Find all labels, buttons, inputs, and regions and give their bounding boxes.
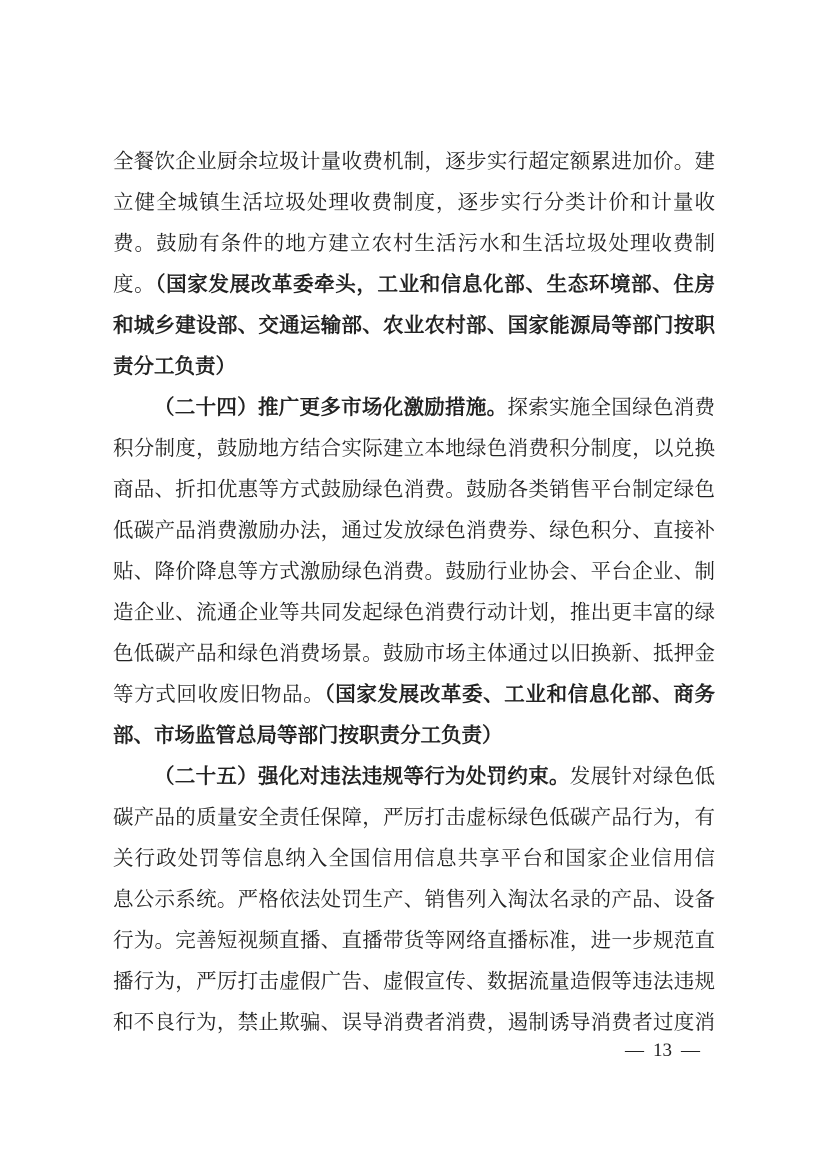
body-text: 色低碳产品和绿色消费场景。鼓励市场主体通过以旧换新、抵押金 [113,643,715,665]
body-text: 碳产品的质量安全责任保障，严厉打击虚标绿色低碳产品行为，有 [113,807,715,829]
page-number [625,1040,700,1062]
section-heading-25: （二十五）强化对违法违规等行为处罚约束。 [154,766,570,788]
text-line [113,921,715,962]
body-text: 行为。完善短视频直播、直播带货等网络直播标准，进一步规范直 [113,930,715,952]
body-text: 息公示系统。严格依法处罚生产、销售列入淘汰名录的产品、设备 [113,889,715,911]
text-line [113,798,715,839]
text-line [113,716,715,757]
text-line [113,429,715,470]
text-line [113,675,715,716]
body-text: 立健全城镇生活垃圾处理收费制度，逐步实行分类计价和计量收 [113,192,715,214]
text-line [113,634,715,675]
paragraph-section-25 [113,757,715,1044]
body-text: 播行为，严厉打击虚假广告、虚假宣传、数据流量造假等违法违规 [113,971,715,993]
footer-page-number: 13 [653,1040,672,1061]
text-line [113,962,715,1003]
body-text: 费。鼓励有条件的地方建立农村生活污水和生活垃圾处理收费制 [113,233,715,255]
text-line [113,511,715,552]
body-text: 等方式回收废旧物品。 [113,684,325,706]
paragraph-section-24 [113,388,715,757]
footer-left-dash: — [625,1040,644,1061]
department-assignment-text: 和城乡建设部、交通运输部、农业农村部、国家能源局等部门按职 [113,315,715,337]
body-text: 度。 [113,274,156,296]
text-line [113,839,715,880]
footer-right-dash: — [681,1040,700,1061]
body-text: 探索实施全国绿色消费 [507,397,715,419]
body-text: 发展针对绿色低 [569,766,715,788]
text-line [113,306,715,347]
paragraph-continuation [113,142,715,388]
body-text: 低碳产品消费激励办法，通过发放绿色消费券、绿色积分、直接补 [113,520,715,542]
body-text: 造企业、流通企业等共同发起绿色消费行动计划，推出更丰富的绿 [113,602,715,624]
text-line [113,224,715,265]
department-assignment-text: 部、市场监管总局等部门按职责分工负责） [113,725,503,747]
text-line [113,388,715,429]
text-line [113,593,715,634]
text-line [113,1003,715,1044]
body-text: 积分制度，鼓励地方结合实际建立本地绿色消费积分制度，以兑换 [113,438,715,460]
department-assignment-text: （国家发展改革委、工业和信息化部、商务 [324,684,715,706]
text-line [113,265,715,306]
body-text: 商品、折扣优惠等方式鼓励绿色消费。鼓励各类销售平台制定绿色 [113,479,715,501]
body-text: 和不良行为，禁止欺骗、误导消费者消费，遏制诱导消费者过度消 [113,1012,715,1034]
text-line [113,470,715,511]
text-line [113,183,715,224]
page-body-text [113,142,715,1044]
text-line [113,757,715,798]
department-assignment-text: （国家发展改革委牵头，工业和信息化部、生态环境部、住房 [155,274,715,296]
body-text: 全餐饮企业厨余垃圾计量收费机制，逐步实行超定额累进加价。建 [113,151,715,173]
text-line [113,552,715,593]
text-line [113,880,715,921]
body-text: 贴、降价降息等方式激励绿色消费。鼓励行业协会、平台企业、制 [113,561,715,583]
body-text: 关行政处罚等信息纳入全国信用信息共享平台和国家企业信用信 [113,848,715,870]
text-line [113,347,715,388]
department-assignment-text: 责分工负责） [113,356,236,378]
section-heading-24: （二十四）推广更多市场化激励措施。 [154,397,508,419]
text-line [113,142,715,183]
